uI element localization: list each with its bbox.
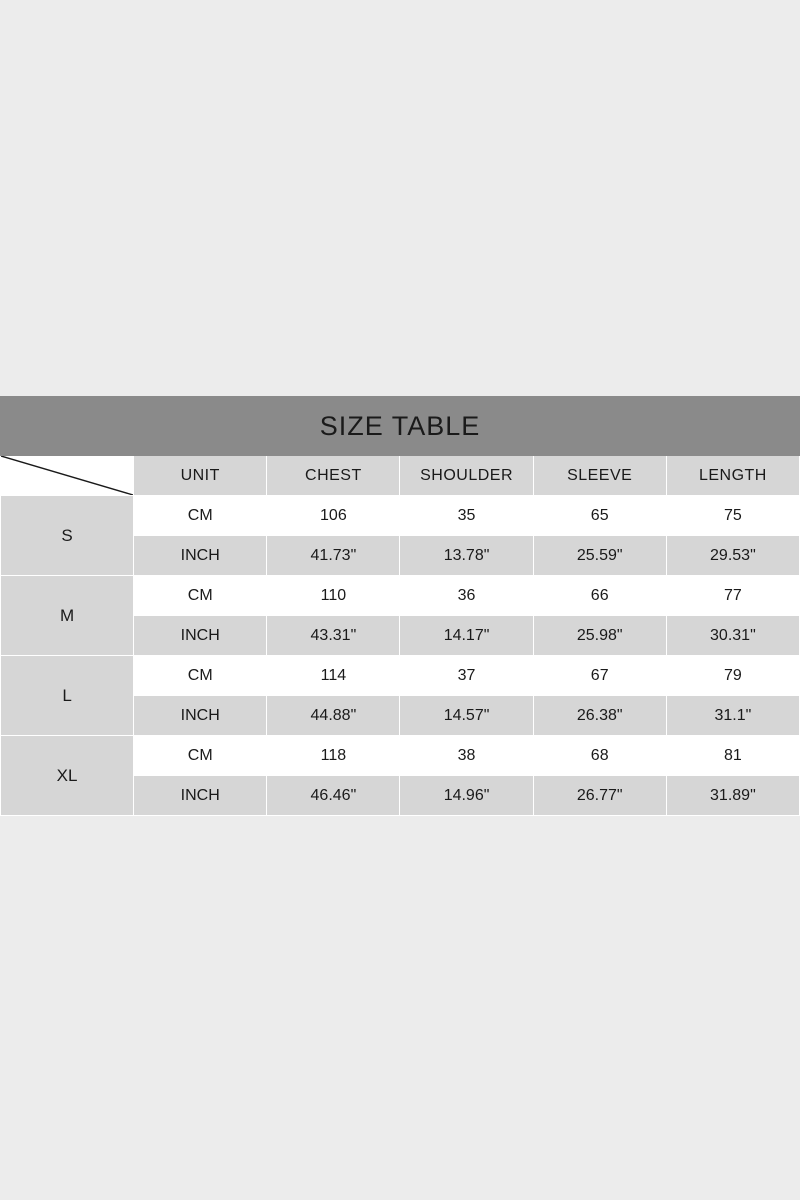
chest-inch-m: 43.31" — [267, 616, 400, 656]
shoulder-inch-s: 13.78" — [400, 536, 533, 576]
shoulder-cm-m: 36 — [400, 576, 533, 616]
table-row — [1, 656, 800, 696]
column-header-unit: UNIT — [134, 456, 267, 496]
shoulder-inch-m: 14.17" — [400, 616, 533, 656]
size-table — [0, 396, 800, 816]
chest-cm-xl: 118 — [267, 736, 400, 776]
sleeve-cm-l: 67 — [533, 656, 666, 696]
sleeve-inch-xl: 26.77" — [533, 776, 666, 816]
chest-cm-m: 110 — [267, 576, 400, 616]
shoulder-inch-l: 14.57" — [400, 696, 533, 736]
sleeve-cm-xl: 68 — [533, 736, 666, 776]
size-label-xl: XL — [1, 736, 134, 816]
chest-inch-s: 41.73" — [267, 536, 400, 576]
column-header-sleeve: SLEEVE — [533, 456, 666, 496]
sleeve-cm-s: 65 — [533, 496, 666, 536]
length-cm-xl: 81 — [666, 736, 799, 776]
unit-cm-l: CM — [134, 656, 267, 696]
column-header-chest: CHEST — [267, 456, 400, 496]
table-row — [1, 736, 800, 776]
length-cm-s: 75 — [666, 496, 799, 536]
chest-cm-s: 106 — [267, 496, 400, 536]
length-cm-l: 79 — [666, 656, 799, 696]
unit-cm-m: CM — [134, 576, 267, 616]
chest-inch-xl: 46.46" — [267, 776, 400, 816]
length-inch-l: 31.1" — [666, 696, 799, 736]
length-inch-xl: 31.89" — [666, 776, 799, 816]
page-title: SIZE TABLE — [1, 397, 800, 456]
size-label-l: L — [1, 656, 134, 736]
corner-diagonal-cell — [1, 456, 134, 496]
shoulder-inch-xl: 14.96" — [400, 776, 533, 816]
table-header-row — [1, 456, 800, 496]
size-label-m: M — [1, 576, 134, 656]
unit-inch-s: INCH — [134, 536, 267, 576]
chest-inch-l: 44.88" — [267, 696, 400, 736]
column-header-length: LENGTH — [666, 456, 799, 496]
sleeve-inch-s: 25.59" — [533, 536, 666, 576]
size-table-container — [0, 396, 800, 816]
table-title-row — [1, 397, 800, 456]
shoulder-cm-xl: 38 — [400, 736, 533, 776]
chest-cm-l: 114 — [267, 656, 400, 696]
length-cm-m: 77 — [666, 576, 799, 616]
length-inch-s: 29.53" — [666, 536, 799, 576]
unit-inch-l: INCH — [134, 696, 267, 736]
sleeve-cm-m: 66 — [533, 576, 666, 616]
length-inch-m: 30.31" — [666, 616, 799, 656]
shoulder-cm-s: 35 — [400, 496, 533, 536]
unit-inch-m: INCH — [134, 616, 267, 656]
diagonal-line-icon — [1, 456, 133, 495]
size-label-s: S — [1, 496, 134, 576]
column-header-shoulder: SHOULDER — [400, 456, 533, 496]
shoulder-cm-l: 37 — [400, 656, 533, 696]
unit-cm-xl: CM — [134, 736, 267, 776]
sleeve-inch-l: 26.38" — [533, 696, 666, 736]
unit-inch-xl: INCH — [134, 776, 267, 816]
sleeve-inch-m: 25.98" — [533, 616, 666, 656]
table-row — [1, 576, 800, 616]
unit-cm-s: CM — [134, 496, 267, 536]
table-row — [1, 496, 800, 536]
